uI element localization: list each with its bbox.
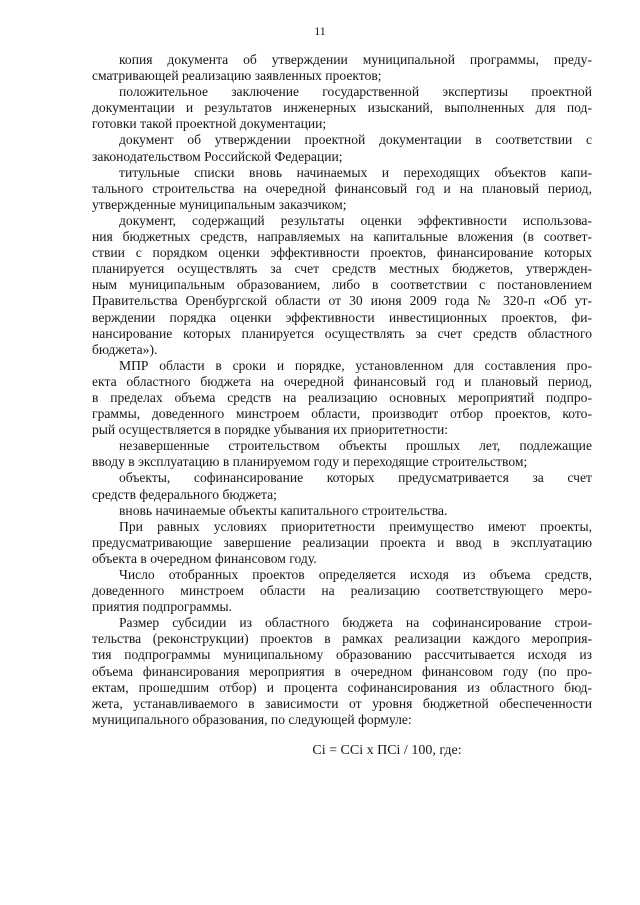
- paragraph: [92, 165, 592, 213]
- text-line: копия документа об утверждении муниципальной программы, преду-: [119, 52, 592, 67]
- paragraph: [92, 503, 592, 519]
- text-line: объекты, софинансирование которых предусматривается за счет: [119, 470, 592, 486]
- text-line: вводу в эксплуатацию в планируемом году и переходящие строительством;: [92, 454, 528, 470]
- text-line: незавершенные строительством объекты прошлых лет, подлежащие: [119, 438, 592, 454]
- text-line: рый осуществляется в порядке убывания их приоритетности:: [92, 422, 449, 438]
- text-line: ния бюджетных средств, направляемых на капитальные вложения (в соответ-: [92, 229, 592, 245]
- paragraph: [92, 470, 592, 502]
- text-line: документ, содержащий результаты оценки эффективности использова-: [119, 212, 592, 228]
- text-line: бюджета»).: [92, 341, 158, 357]
- text-line: Размер субсидии из областного бюджета на софинансирование строи-: [119, 615, 592, 631]
- text-line: муниципального образования, по следующей формуле:: [92, 711, 412, 727]
- text-line: положительное заключение государственной экспертизы проектной: [119, 84, 592, 100]
- paragraph: [92, 567, 592, 615]
- text-line: екта областного бюджета на очередной финансовый год и плановый период,: [92, 373, 592, 389]
- text-line: предусматривающие завершение реализации проекта и ввод в эксплуатацию: [92, 534, 592, 550]
- text-line: ектам, прошедшим отбор) и процента софинансирования из областного бюд-: [92, 679, 592, 695]
- paragraph: [92, 132, 592, 164]
- formula: Ci = CCi x ПCi / 100, где:: [312, 742, 462, 758]
- text-line: тального строительства на очередной финансовый год и на плановый период,: [92, 180, 592, 196]
- text-line: При равных условиях приоритетности преимущество имеют проекты,: [119, 518, 592, 534]
- text-line: вновь начинаемые объекты капитального строительства.: [119, 502, 448, 518]
- text-line: титульные списки вновь начинаемых и переходящих объектов капи-: [119, 164, 592, 180]
- text-line: тельства (реконструкции) проектов в рамках реализации каждого мероприя-: [92, 631, 592, 647]
- text-line: Правительства Оренбургской области от 30 июня 2009 года № 320-п «Об ут-: [92, 293, 592, 309]
- paragraph: [92, 519, 592, 567]
- text-line: документ об утверждении проектной документации в соответствии с: [119, 132, 592, 148]
- paragraph: [92, 438, 592, 470]
- text-line: утвержденные муниципальным заказчиком;: [92, 196, 347, 212]
- text-line: МПР области в сроки и порядке, установленном для составления про-: [119, 357, 592, 373]
- paragraph: [92, 84, 592, 132]
- text-line: в пределах объема средств на реализацию основных мероприятий подпро-: [92, 389, 592, 405]
- text-line: документации и результатов инженерных изысканий, выполненных для под-: [92, 100, 592, 116]
- text-line: сматривающей реализацию заявленных проектов;: [92, 68, 382, 84]
- text-line: верждении порядка оценки эффективности инвестиционных проектов, фи-: [92, 309, 592, 325]
- text-line: объема финансирования мероприятия в очередном финансовом году (по про-: [92, 663, 592, 679]
- text-line: готовки такой проектной документации;: [92, 116, 327, 132]
- text-line: ствии с порядком оценки эффективности проектов, финансирование которых: [92, 245, 592, 261]
- paragraph: [92, 358, 592, 438]
- document-body: [92, 52, 592, 760]
- text-line: граммы, доведенного минстроем области, производит отбор проектов, кото-: [92, 406, 592, 422]
- text-line: тия подпрограммы муниципальному образованию рассчитывается исходя из: [92, 647, 592, 663]
- text-line: законодательством Российской Федерации;: [92, 148, 343, 164]
- paragraph: [92, 52, 592, 84]
- text-line: Число отобранных проектов определяется исходя из объема средств,: [119, 567, 592, 582]
- text-line: доведенного минстроем области на реализацию соответствующего меро-: [92, 583, 592, 599]
- text-line: приятия подпрограммы.: [92, 599, 233, 615]
- text-line: планируется осуществлять за счет средств местных бюджетов, утвержден-: [92, 261, 592, 277]
- text-line: жета, устанавливаемого в зависимости от уровня бюджетной обеспеченности: [92, 695, 592, 711]
- text-line: нансирование которых планируется осуществлять за счет средств областного: [92, 325, 592, 341]
- text-line: ным муниципальным образованием, либо в соответствии с постановлением: [92, 277, 592, 293]
- text-line: объекта в очередном финансовом году.: [92, 550, 317, 566]
- paragraph: [92, 213, 592, 358]
- page-number: 11: [314, 24, 326, 38]
- text-line: средств федерального бюджета;: [92, 486, 277, 502]
- paragraph: [92, 615, 592, 728]
